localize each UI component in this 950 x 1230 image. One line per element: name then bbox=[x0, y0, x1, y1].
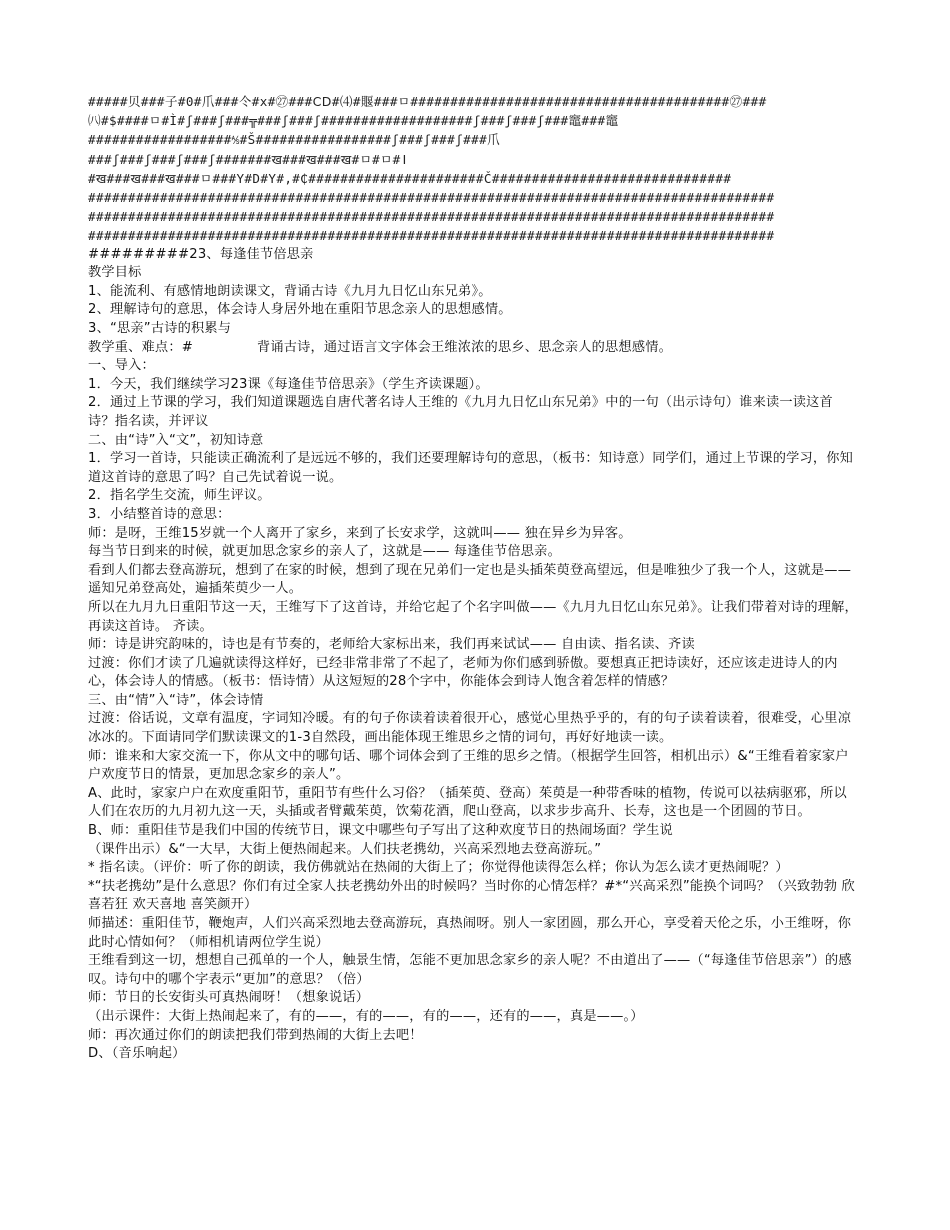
section-heading-poem-meaning: 二、由“诗”入“文”，初知诗意 bbox=[88, 432, 264, 448]
vocabulary-question: *“扶老携幼”是什么意思？你们有过全家人扶老携幼外出的时候吗？当时你的心情怎样？#*“兴高采烈”能换个词吗？（兴致勃勃 欣喜若狂 欢天喜地 喜笑颜开） bbox=[88, 878, 855, 913]
wang-wei-feeling: 王维看到这一切，想想自己孤单的一个人，触景生情，怎能不更加思念家乡的亲人呢？不由道出了——（“每逢佳节倍思亲”）的感叹。诗句中的哪个字表示“更加”的意思？（倍） bbox=[88, 953, 852, 987]
meaning-step-3: 3．小结整首诗的意思： bbox=[88, 506, 231, 522]
objective-3: 3、“思亲”古诗的积累与 bbox=[88, 321, 232, 336]
garbled-header-line-7: ###################################################################################### bbox=[88, 209, 775, 225]
poem-line-2-explained: 每当节日到来的时候，就更加思念家乡的亲人了，这就是—— 每逢佳节倍思亲。 bbox=[88, 544, 561, 560]
objective-1: 1、能流利、有感情地朗读课文，背诵古诗《九月九日忆山东兄弟》。 bbox=[88, 283, 492, 299]
section-heading-poem-feeling: 三、由“情”入“诗”，体会诗情 bbox=[88, 692, 264, 708]
section-heading-intro: 一、导入： bbox=[88, 358, 155, 374]
read-again: 师：再次通过你们的朗读把我们带到热闹的大街上去吧！ bbox=[88, 1027, 423, 1043]
garbled-header-line-3: ##################⅍#Š#################ʃ###ʃ###ʃ###爪 bbox=[88, 132, 501, 148]
point-a-customs: A、此时，家家户户在欢度重阳节，重阳节有些什么习俗？（插茱萸、登高）茱萸是一种带香味的植物，传说可以祛病驱邪，所以人们在农历的九月初九这一天，头插或者臂戴茱萸，饮菊花酒，爬山登高，以求步步高升、长寿，这也是一个团圆的节日。 bbox=[88, 785, 847, 820]
rhythm-reading: 师：诗是讲究韵味的，诗也是有节奏的，老师给大家标出来，我们再来试试—— 自由读、指名读、齐读 bbox=[88, 637, 695, 653]
objective-2: 2、理解诗句的意思，体会诗人身居外地在重阳节思念亲人的思想感情。 bbox=[88, 302, 512, 318]
key-points-text: 背诵古诗，通过语言文字体会王维浓浓的思乡、思念亲人的思想感情。 bbox=[256, 339, 672, 355]
reading-evaluation: * 指名读。（评价：听了你的朗读，我仿佛就站在热闹的大街上了；你觉得他读得怎么样；你认为怎么读才更热闹呢？） bbox=[88, 860, 789, 876]
garbled-header-line-8: ###################################################################################### bbox=[88, 228, 775, 244]
point-b-festival: B、师：重阳佳节是我们中国的传统节日，课文中哪些句子写出了这种欢度节日的热闹场面？学生说 bbox=[88, 823, 673, 839]
imagine-speaking: 师：节日的长安街头可真热闹呀！（想象说话） bbox=[88, 990, 370, 1006]
document-page bbox=[88, 92, 858, 1064]
garbled-header-line-6: ###################################################################################### bbox=[88, 190, 775, 206]
poem-line-3-4-explained: 看到人们都去登高游玩，想到了在家的时候，想到了现在兄弟们一定也是头插茱萸登高望远，但是唯独少了我一个人，这就是—— 遥知兄弟登高处，遍插茱萸少一人。 bbox=[88, 562, 852, 597]
transition-1: 过渡：你们才读了几遍就读得这样好，已经非常非常了不起了，老师为你们感到骄傲。要想真正把诗读好，还应该走进诗人的内心，体会诗人的情感。（板书：悟诗情）从这短短的28个字中，你能体会到诗人饱含着怎样的情感？ bbox=[88, 655, 838, 690]
garbled-header-line-4: ###ʃ###ʃ###ʃ###ʃ#######ख###ख###ख#ㅁ#ㅁ#ǀ bbox=[88, 151, 409, 167]
meaning-step-1: 1．学习一首诗，只能读正确流利了是远远不够的，我们还要理解诗句的意思，（板书：知诗意）同学们，通过上节课的学习，你知道这首诗的意思了吗？自己先试着说一说。 bbox=[88, 451, 854, 485]
poem-title-explained: 所以在九月九日重阳节这一天，王维写下了这首诗，并给它起了个名字叫做——《九月九日忆山东兄弟》。让我们带着对诗的理解，再读这首诗。 齐读。 bbox=[88, 599, 858, 634]
courseware-quote-1: （课件出示）&“一大早，大街上便热闹起来。人们扶老携幼，兴高采烈地去登高游玩。” bbox=[88, 841, 602, 857]
intro-step-1: 1．今天，我们继续学习23课《每逢佳节倍思亲》（学生齐读课题）。 bbox=[88, 376, 489, 392]
intro-step-2: 2．通过上节课的学习，我们知道课题选自唐代著名诗人王维的《九月九日忆山东兄弟》中的一句（出示诗句）谁来读一读这首诗？指名读，并评议 bbox=[88, 395, 833, 429]
meaning-step-2: 2．指名学生交流，师生评议。 bbox=[88, 488, 271, 504]
transition-2: 过渡：俗话说，文章有温度，字词知冷暖。有的句子你读着读着很开心，感觉心里热乎乎的，有的句子读着读着，很难受，心里凉冰冰的。下面请同学们默读课文的1-3自然段，画出能体现王维思乡之情的词句，再好好地读一读。 bbox=[88, 711, 852, 746]
lesson-title: #########23、每逢佳节倍思亲 bbox=[88, 246, 314, 262]
courseware-quote-2: （出示课件：大街上热闹起来了，有的——，有的——，有的——，还有的——，真是——。） bbox=[88, 1008, 644, 1024]
garbled-header-line-5: #ख###ख###ख###ㅁ###Y#D#Y#,#₵######################Č############################## bbox=[88, 170, 732, 186]
key-points-label: 教学重、难点：# bbox=[88, 339, 193, 355]
teacher-line-1: 师：是呀，王维15岁就一个人离开了家乡，来到了长安求学，这就叫—— 独在异乡为异客。 bbox=[88, 525, 632, 541]
section-heading-objectives: 教学目标 bbox=[88, 265, 142, 281]
point-d-music: D、（音乐响起） bbox=[88, 1046, 186, 1062]
garbled-header-line-1: #####贝###子#0#爪###仒#x#㉗###ⅭⅮ#⑷#䞁###ㅁ########################################㉗### bbox=[88, 94, 767, 109]
key-points bbox=[88, 339, 858, 358]
teacher-discussion: 师：谁来和大家交流一下，你从文中的哪句话、哪个词体会到了王维的思乡之情。（根据学生回答，相机出示）&“王维看着家家户户欢度节日的情景，更加思念家乡的亲人”。 bbox=[88, 748, 849, 783]
teacher-description: 师描述：重阳佳节，鞭炮声，人们兴高采烈地去登高游玩，真热闹呀。别人一家团圆，那么开心，享受着天伦之乐，小王维呀，你此时心情如何？（师相机请两位学生说） bbox=[88, 916, 852, 950]
garbled-header-line-2: ㈧#$####ㅁ#Ì#ʃ###ʃ###╦###ʃ###ʃ###################ʃ###ʃ###ʃ###竈###竈 bbox=[88, 113, 619, 129]
